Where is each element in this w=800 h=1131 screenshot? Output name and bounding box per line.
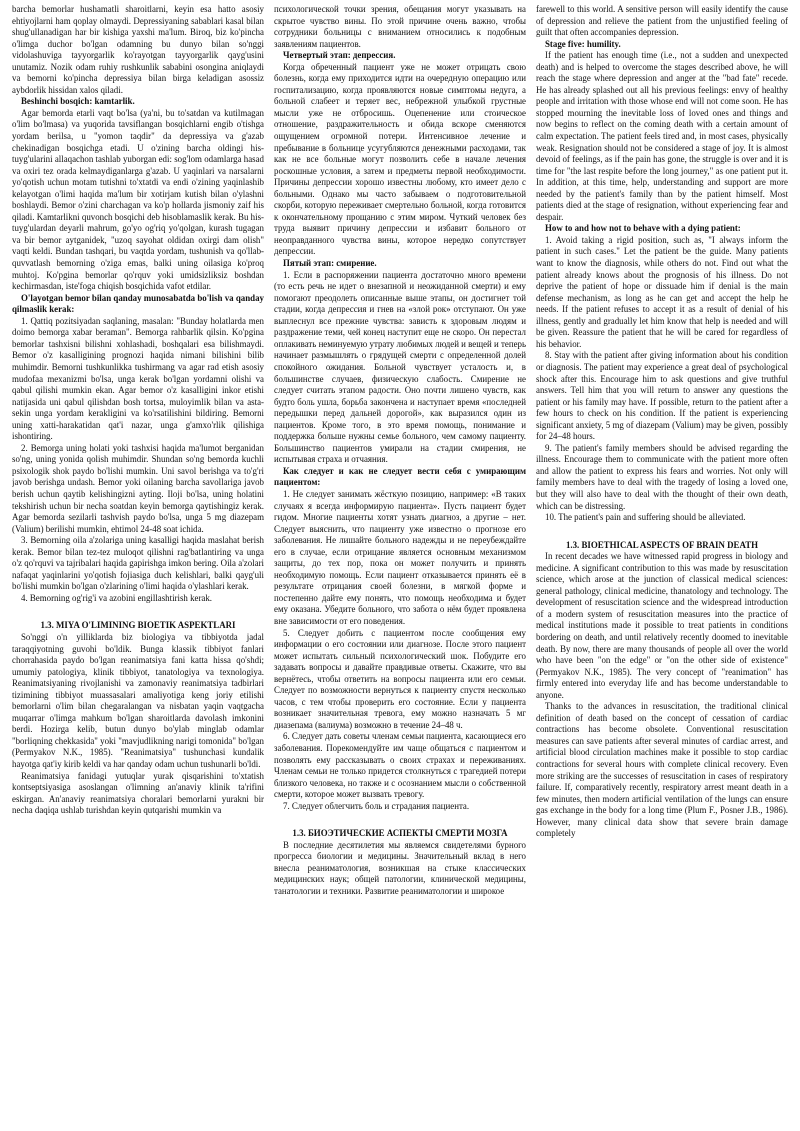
ru-item-1: 1. Не следует занимать жёсткую позицию, например: «В таких случаях я всегда информирую пациента». Пусть пациент будет гидом. Многие пациенты хотят узнать диагноз, а другие – нет. Следует выяснить, что пациенту уже известно о прогнозе его заболевания. Не лишайте больного надежды и не переубеждайте его в случае, если отрицание является основным механизмом защиты, до тех пор, пока он может получить и принять необходимую помощь. Если пациент отказывается принять её в результате отрицания своей болезни, в мягкой форме и постепенно дайте ему понять, что помощь необходима и будет ему оказана. Убедите больного, что забота о нём будет проявлена вне зависимости от его поведения. [274,488,526,626]
ru-item-7: 7. Следует облегчить боль и страдания пациента. [283,800,470,811]
uz-stage5-text: Agar bemorda etarli vaqt bo'lsa (ya'ni, bu to'satdan va kutilmagan o'lim bo'lmasa) va yuqorida tavsiflangan bosqichlarni engib o'tishga yordam berilsa, u "yomon taqdir" da depressiya va g'azab chekinadigan bosqichga etadi. U o'zining barcha oldingi his-tuyg'ularini allaqachon tashlab yuborgan edi: sog'lom odamlarga hasad va oxiri tez orada kelmaydiganlarga g'azab. U yaqinlari va narsalarni yo'qotish uchun motam tutishni to'xtatdi va endi o'zining yaqinlashib kelayotgan o'limi haqida ma'lum bir xotirjam kutish bilan o'ylashni boshlaydi. Bemor o'zini charchagan va ko'p hollarda jismoniy zaif his qiladi. Kamtarlikni quvonch bosqichi deb hisoblamaslik kerak. Bu his-tuyg'ulardan deyarli mahrum, go'yo og'riq yo'qolgan, kurash tugagan va bir bemor aytganidek, "uzoq sayohat oldidan oxirgi dam olish" vaqti keldi. Bundan tashqari, bu vaqtda yordam, tushunish va qo'llab-quvvatlash bemorning o'ziga emas, balki uning oilasiga ko'proq muhtoj. Ko'pgina bemorlar qo'rquv yoki umidsizliksiz boshdan kechirmasdan, iste'foga chiqish bosqichida vafot etdilar. [12,107,264,292]
uz-item-2: 2. Bemorga uning holati yoki tashxisi haqida ma'lumot berganidan so'ng, uning yonida qolish muhimdir. Shundan so'ng bemorda kuchli psixologik shok paydo bo'lishi mumkin. Uni savol berishga va to'g'ri javob berishga undash. Bemor yoki oilaning barcha savollariga javob berish uchun qaytib kelishingizni ayting. Iloji bo'lsa, uning holatini tekshirish uchun bir necha soatdan keyin bemorga qaytishingiz kerak. Agar bemorda sezilarli tashvish paydo bo'lsa, unga 5 mg diazepam (Valium) berilishi mumkin, ehtimol 24-48 soat ichida. [12,442,264,534]
en-intro: farewell to this world. A sensitive person will easily identify the cause of depression and relieve the patient from the unjustified feeling of guilt that often accompanies depression. [536,4,788,38]
uz-intro: barcha bemorlar hushamatli sharoitlarni, keyin esa hatto asosiy ehtiyojlarni ham qoplay olmaydi. Depressiyaning sabablari kasal bilan shug'ullanadigan har bir kishiga yaxshi ma'lum. Biroq, biz ko'pincha o'limga duchor bo'lgan odamning bu dunyo bilan so'nggi vidolashuviga tayyorgarlik ko'rayotgan tayyorgarlik qayg'usini unutamiz. Nozik odam ruhiy rushkunlik sababini osongina aniqlaydi va bemorni ko'pincha depressiya bilan birga keladigan asossiz aybdorlik hissidan xalos qiladi. [12,4,264,95]
uz-section-para-1: So'nggi o'n yilliklarda biz biologiya va tibbiyotda jadal taraqqiyotning guvohi bo'ldik. Bunga klassik tibbiyot fanlari chorrahasida paydo bo'lgan reanimatsiya fani katta hissa qo'shdi; umumiy patologiya, klinik tibbiyot, tanatologiya va texnologiya. Reanimatsiyaning rivojlanishi va zamonaviy reanimatsiya tadbirlari tizimining tibbiyot muassasalari amaliyotiga keng joriy etilishi bemorlarni o'lim bilan chegaralangan va nisbatan yaqin vaqtgacha muqarrar o'limga mahkum bo'lgan sharoitlarda davolash imkonini berdi. Hozirga kelib, butun dunyo bo'ylab minglab odamlar "borliqning chekkasida" yoki "mavjudlikning narigi tomonida" bo'lgan (Permyakov N.K., 1985). "Reanimatsiya" tushunchasi kundalik hayotga qat'iy kirib keldi va har qanday odam uchun tushunarli bo'ldi. [12,631,264,769]
uz-item-3: 3. Bemorning oila a'zolariga uning kasalligi haqida maslahat berish kerak. Bemor bilan tez-tez muloqot qilishni rag'batlantiring va unga o'z qo'rquvi va tajribalari haqida gapirishga imkon bering. Oila a'zolari nafaqat yaqinlarini yo'qotish fojiasiga duch kelishlari, balki qayg'uli bo'lishi mumkin bo'lgan o'zlarining o'limi haqida o'ylashlari kerak. [12,535,264,592]
uz-section-heading: 1.3. MIYA O'LIMINING BIOETIK ASPEKTLARI [40,620,236,631]
en-stage5-heading: Stage five: humility. [545,38,621,49]
ru-stage5-heading: Пятый этап: смирение. [283,258,377,269]
ru-stage4-text: Когда обреченный пациент уже не может отрицать свою болезнь, когда ему приходится идти на очередную операцию или госпитализацию, когда проявляются новые симптомы недуга, а больной слабеет и теряет вес, небрежной улыбкой грустные мысли уже не отбросишь. Оцепенение или стоическое отношение, раздражительность и обида вскоре сменяются ощущением огромной потери. Интенсивное лечение и пребывание в больнице усугубляются денежными расходами, так как не все больные могут позволить себе в начале лечения роскошные условия, а затем и предметы первой необходимости. Причины депрессии хорошо известны любому, кто имеет дело с больными. Однако мы часто забываем о подготовительной скорби, которую переживает смертельно больной, когда готовится к окончательному прощанию с этим миром. Чуткий человек без труда выявит причину депрессии и избавит больного от неоправданного чувства вины, которое нередко сопутствует депрессии. [274,61,526,257]
ru-section-heading: 1.3. БИОЭТИЧЕСКИЕ АСПЕКТЫ СМЕРТИ МОЗГА [292,828,508,839]
uz-item-1: 1. Qattiq pozitsiyadan saqlaning, masalan: "Bunday holatlarda men doimo bemorga xabar beraman". Bemorga rahbarlik qilsin. Ko'pgina bemorlar tashxisni bilishni xohlashadi, boshqalari esa bilishmaydi. Bemor o'z kasalligining prognozi haqida nimani bilishini bilib muhimdir. Bemorni tushkunlikka tushirmang va agar rad etish asosiy mudofaa mexanizmi bo'lsa, unga kerak bo'lgan yordamni olishi va qabul qilishi mumkin ekan. Agar bemor o'z kasalligini inkor etishi natijasida uni qabul qilishdan bosh tortsa, muloyimlik bilan va asta-sekin unga yordam kerakligini va ko'rsatilishini bildiring. Bemorni uning xatti-harakatidan qat'i nazar, unga g'amxo'rlik qilishiga ishontiring. [12,315,264,442]
en-item-10: 10. The patient's pain and suffering should be alleviated. [545,512,746,523]
ru-how-heading: Как следует и как не следует вести себя с умирающим пациентом: [274,465,526,488]
en-section-para-2: Thanks to the advances in resuscitation, the traditional clinical definition of death based on the concept of cessation of cardiac contractions has become obsolete. Conventional resuscitation measures can save patients after several minutes of cardiac arrest, and artificial blood circulation machines make it possible to stop cardiac contractions for several hours with complete clinical recovery. Even more striking are the successes of resuscitation in cases of respiratory failure. If, comparatively recently, respiratory arrest meant death in a few minutes, then modern artificial ventilation of the lungs can ensure gas exchange in the body for a long time (Plum F., Posner J.B., 1986). However, many clinical data show that severe brain damage completely [536,701,788,839]
en-item-8: 8. Stay with the patient after giving information about his condition or diagnosis. The patient may experience a great deal of psychological shock after this. Encourage him to ask questions and give truthful answers. Tell him that you will return to answer any questions the patient or his family may have. If possible, return to the patient after a few hours to check on his condition. If the patient is experiencing significant anxiety, 5 mg of diazepam (Valium) may be given, possibly for 24–48 hours. [536,350,788,442]
ru-stage5-text: 1. Если в распоряжении пациента достаточно много времени (то есть речь не идет о внезапной и неожиданной смерти) и ему помогают преодолеть описанные выше этапы, он достигнет той стадии, когда депрессия и гнев на «злой рок» отступают. Он уже выплеснул все прежние чувства: зависть к здоровым людям и раздражение теми, чей конец наступит еще не скоро. Он перестал оплакивать неминуемую утрату любимых людей и вещей и теперь начинает размышлять о грядущей смерти с определенной долей спокойного ожидания. Больной чувствует усталость и, в большинстве случаев, физическую слабость. Смирение не следует считать этапом радости. Оно почти лишено чувств, как будто боль ушла, борьба закончена и наступает время «последней передышки перед дальней дорогой», как выразился один из пациентов. Кроме того, в это время помощь, понимание и поддержка больше нужны семье больного, чем самому пациенту. Большинство пациентов умирали на стадии смирения, не испытывая страха и отчаяния. [274,269,526,465]
three-column-layout [12,4,788,1130]
en-item-9: 9. The patient's family members should be advised regarding the illness. Encourage them to communicate with the patient more often and allow the patient to express his fears and worries. Not only will family members have to deal with the tragedy of losing a loved one, but they will also have to deal with the thought of their own death, which can be distressing. [536,442,788,511]
en-item-1: 1. Avoid taking a rigid position, such as, "I always inform the patient in such cases." Let the patient be the guide. Many patients want to know the diagnosis, while others do not. Find out what the patient already knows about the prognosis of his illness. Do not deprive the patient of hope or dissuade him if denial is the main defense mechanism, as long as he can get and accept the help he needs. If the patient refuses to accept it as a result of denial of his illness, gently and gradually let him know that help is needed and will be given. Reassure the patient that he will be cared for regardless of his behavior. [536,234,788,349]
en-section-heading: 1.3. BIOETHICAL ASPECTS OF BRAIN DEATH [565,539,759,550]
en-section-para-1: In recent decades we have witnessed rapid progress in biology and medicine. A significant contribution to this was made by resuscitation science, which arose at the junction of classical medical sciences: general pathology, clinical medicine, thanatology and technology. The development of resuscitation science and the widespread introduction of a modern system of resuscitation measures into the practice of medical institutions made it possible to treat patients in conditions bordering on death, and until relatively recently doomed to inevitable death. By now, there are many thousands of people all over the world who have been "on the edge" or "on the other side of existence" (Permyakov N.K., 1985). The very concept of "reanimation" has firmly entered into everyday life and has become understandable to anyone. [536,551,788,700]
ru-intro: психологической точки зрения, обещания могут указывать на скрытое чувство вины. По этой причине очень важно, чтобы сотрудники больницы с вниманием относились к подобным заявлениям пациентов. [274,4,526,49]
uz-how-heading: O'layotgan bemor bilan qanday munosabatda bo'lish va qanday qilmaslik kerak: [12,292,264,315]
russian-column [274,4,526,1130]
english-column [536,4,788,1130]
en-how-heading: How to and how not to behave with a dying patient: [545,223,741,234]
uzbek-column [12,4,264,1130]
uz-stage5-heading: Beshinchi bosqich: kamtarlik. [21,96,135,107]
ru-stage4-heading: Четвертый этап: депрессия. [283,50,396,61]
en-stage5-text: If the patient has enough time (i.e., not a sudden and unexpected death) and is helped to overcome the stages described above, he will reach the stage where depression and anger at the "bad fate" recede. He has already splashed out all his previous feelings: envy of healthy people and irritation with those whose end will not come soon. He has stopped mourning the inevitable loss of loved ones and things and now begins to reflect on the coming death with a certain amount of calm expectation. The patient feels tired and, in most cases, physically weak. Resignation should not be considered a stage of joy. It is almost devoid of feelings, as if the pain has gone, the struggle is over and it is time for "the last respite before the long journey," as one patient put it. In addition, at this time, help, understanding and support are more needed by the patient's family than by the patient himself. Most patients died at the stage of resignation, without experiencing fear and despair. [536,50,788,222]
ru-section-para-1: В последние десятилетия мы являемся свидетелями бурного прогресса биологии и медицины. Значительный вклад в него внесла реаниматология, возникшая на стыке классических медицинских наук; общей патологии, клинической медицины, танатологии и техники. Развитие реаниматологии и широкое [274,839,526,897]
uz-item-4: 4. Bemorning og'rig'i va azobini engillashtirish kerak. [21,592,213,603]
ru-item-6: 6. Следует дать советы членам семьи пациента, касающиеся его заболевания. Порекомендуйте им чаще общаться с пациентом и позволять ему рассказывать о своих страхах и переживаниях. Членам семьи не только придется столкнуться с трагедией потери близкого человека, но также и с осознанием мысли о собственной смерти, которое может вызвать тревогу. [274,731,526,800]
ru-item-5: 5. Следует добить с пациентом после сообщения ему информации о его состоянии или диагнозе. После этого пациент может испытать сильный психологический шок. Побудите его задавать вопросы и давайте правдивые ответы. Скажите, что вы вернётесь, чтобы ответить на вопросы пациента или его семьи. Следует по возможности вернуться к пациенту спустя несколько часов, с тем чтобы проверить его состояние. Если у пациента возникает значительная тревога, ему можно назначать 5 мг диазепама (валиума) возможно в течение 24–48 ч. [274,627,526,730]
uz-section-para-2: Reanimatsiya fanidagi yutuqlar yurak qisqarishini to'xtatish kontseptsiyasiga asoslangan o'limning an'anaviy klinik ta'rifini eskirgan. An'anaviy reanimatsiya choralari bemorlarni yurakni bir necha daqiqa ushlab turishdan keyin qutqarishi mumkin va [12,770,264,816]
